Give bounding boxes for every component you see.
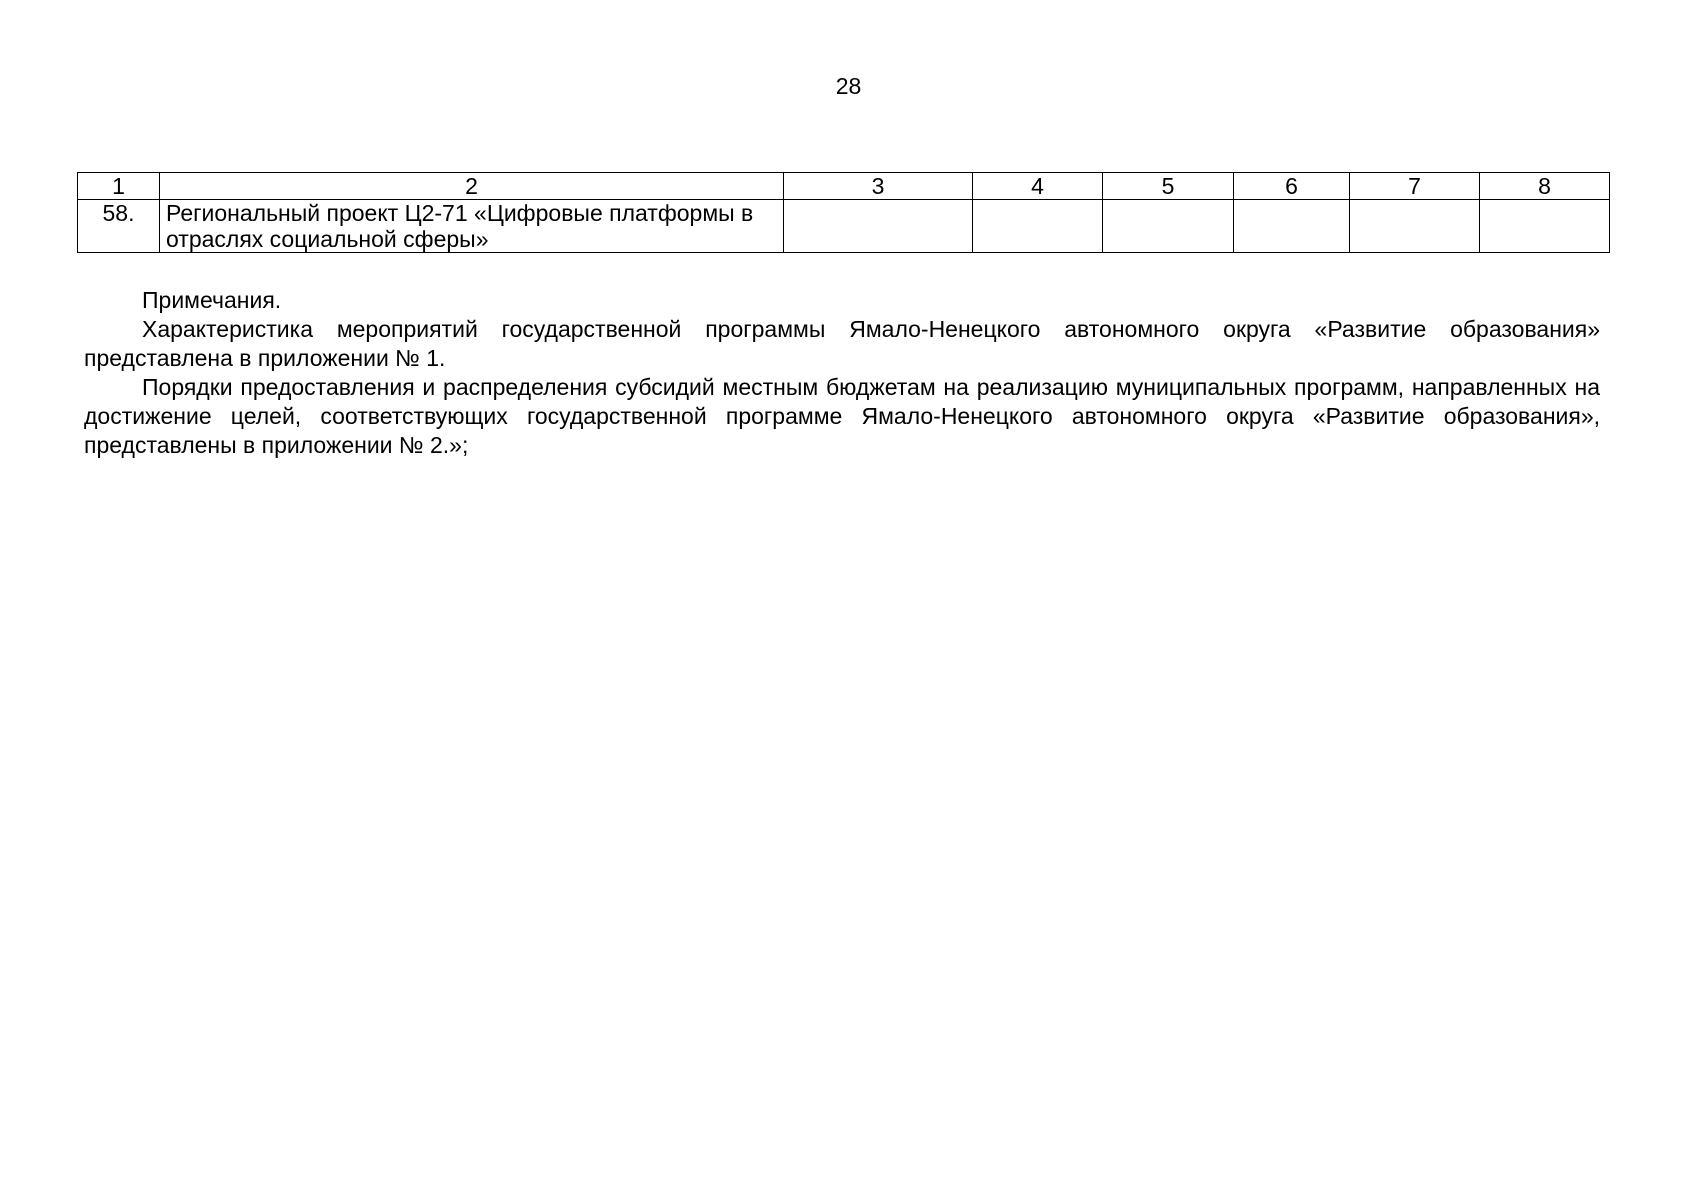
notes-heading: Примечания. [142,287,282,313]
table-cell [973,200,1103,253]
project-name-cell: Региональный проект Ц2-71 «Цифровые платформы в отраслях социальной сферы» [160,200,784,253]
page-number: 28 [835,73,862,99]
column-header: 5 [1103,173,1234,200]
column-header: 3 [784,173,973,200]
column-header: 2 [160,173,784,200]
table-cell [1480,200,1610,253]
column-header: 8 [1480,173,1610,200]
table-cell [1234,200,1350,253]
table-row [78,200,1610,253]
column-header: 6 [1234,173,1350,200]
notes-section [84,286,1600,460]
table-cell [784,200,973,253]
column-header: 1 [78,173,160,200]
column-header: 7 [1350,173,1480,200]
notes-paragraph: Порядки предоставления и распределения субсидий местным бюджетам на реализацию муниципальных программ, направленных на достижение целей, соответствующих государственной программе Ямало-Ненецкого автономного округа «Развитие образования», представлены в приложении № 2.»; [84,374,1600,458]
table-cell [1103,200,1234,253]
row-number-cell: 58. [78,200,160,253]
table-header-row [78,173,1610,200]
program-table [77,172,1610,253]
column-header: 4 [973,173,1103,200]
table-cell [1350,200,1480,253]
notes-paragraph: Характеристика мероприятий государственной программы Ямало-Ненецкого автономного округа «Развитие образования» представлена в приложении № 1. [84,316,1600,371]
